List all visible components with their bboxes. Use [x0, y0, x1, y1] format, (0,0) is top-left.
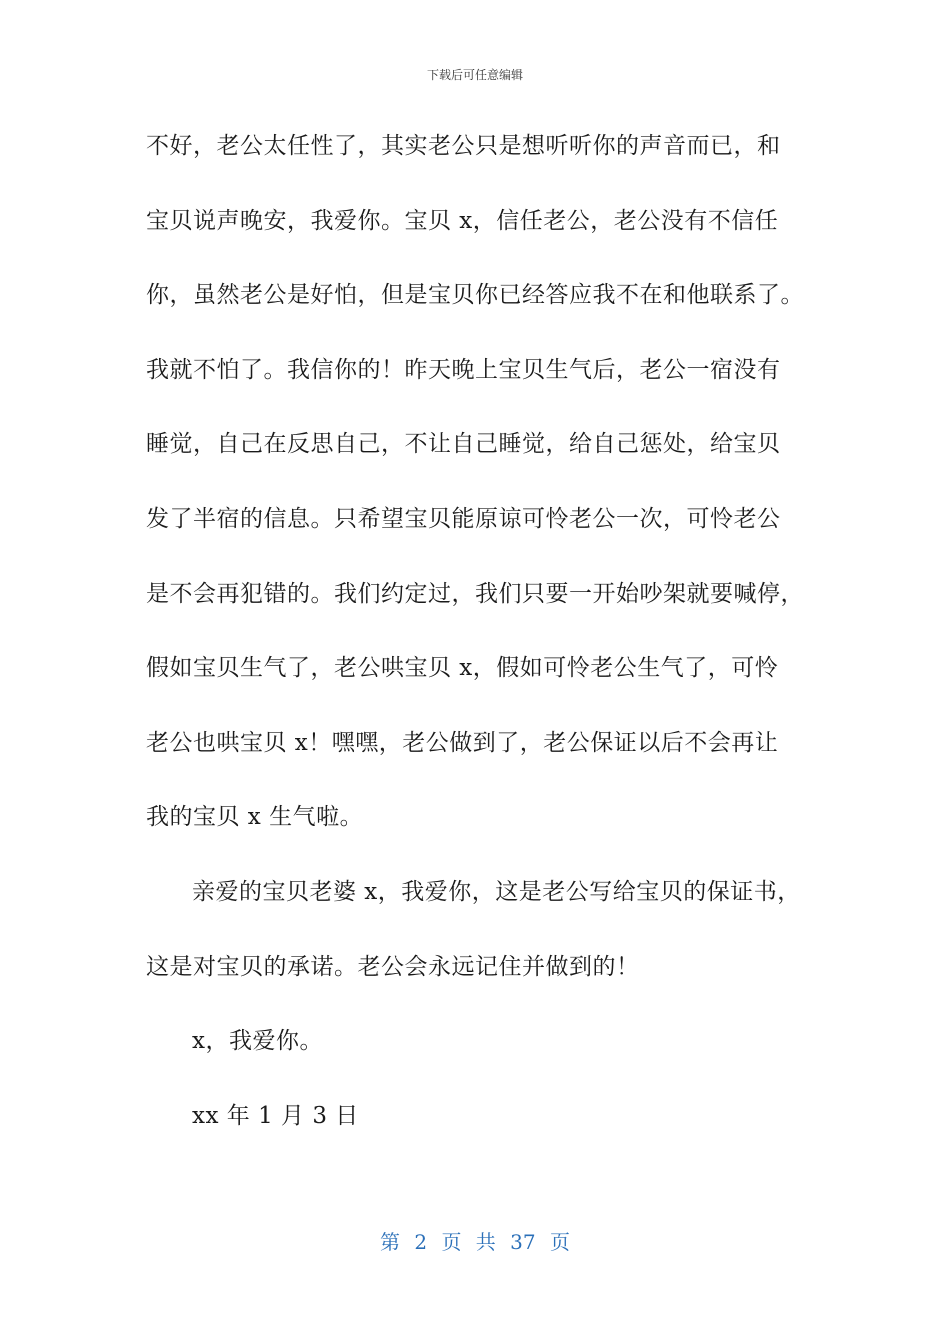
body-line-12: 这是对宝贝的承诺。老公会永远记住并做到的！ [146, 953, 640, 980]
body-line-7: 是不会再犯错的。我们约定过，我们只要一开始吵架就要喊停， [146, 580, 804, 607]
body-line-6: 发了半宿的信息。只希望宝贝能原谅可怜老公一次，可怜老公 [146, 505, 781, 532]
body-line-4: 我就不怕了。我信你的！昨天晚上宝贝生气后，老公一宿没有 [146, 356, 781, 383]
body-line-8: 假如宝贝生气了，老公哄宝贝 x，假如可怜老公生气了，可怜 [146, 655, 779, 682]
body-line-9: 老公也哄宝贝 x！嘿嘿，老公做到了，老公保证以后不会再让 [146, 729, 779, 756]
body-line-5: 睡觉，自己在反思自己，不让自己睡觉，给自己惩处，给宝贝 [146, 431, 781, 458]
closing-line: x，我爱你。 [192, 1028, 323, 1055]
page-number: 第 2 页 共 37 页 [380, 1230, 570, 1254]
date-line: xx 年 1 月 3 日 [192, 1102, 359, 1129]
body-line-1: 不好，老公太任性了，其实老公只是想听听你的声音而已，和 [146, 133, 781, 159]
page-header: 下载后可任意编辑 [426, 68, 523, 82]
body-line-11: 亲爱的宝贝老婆 x，我爱你，这是老公写给宝贝的保证书， [192, 878, 801, 905]
body-line-2: 宝贝说声晚安，我爱你。宝贝 x，信任老公，老公没有不信任 [146, 207, 779, 234]
document-body [146, 124, 806, 1168]
body-line-3: 你，虽然老公是好怕，但是宝贝你已经答应我不在和他联系了。 [146, 282, 804, 309]
body-line-10: 我的宝贝 x 生气啦。 [146, 804, 364, 831]
